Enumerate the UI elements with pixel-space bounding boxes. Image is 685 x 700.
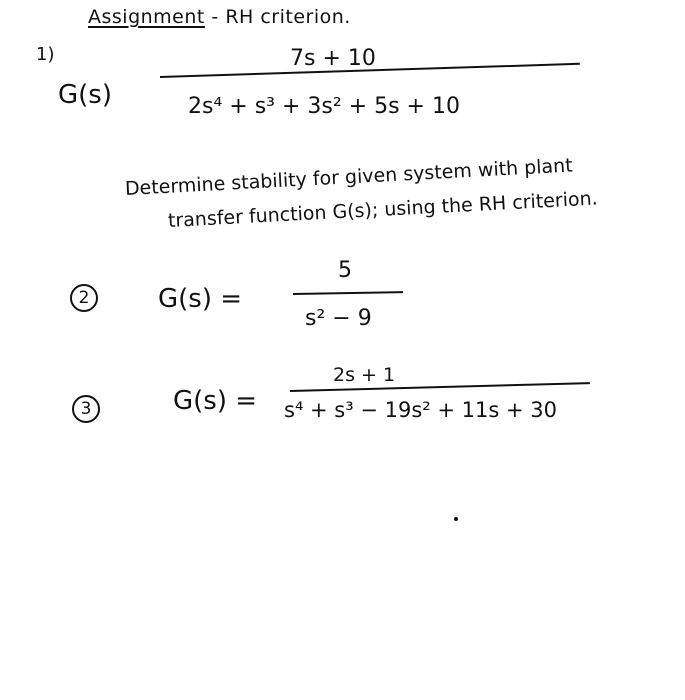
stray-ink-dot: [454, 517, 458, 521]
instruction-line-1: Determine stability for given system with plant: [124, 154, 574, 200]
problem-3-numerator: 2s + 1: [333, 364, 396, 386]
problem-2-fraction-bar: [293, 291, 403, 295]
problem-2-number-circle: [70, 284, 98, 312]
problem-2-number: 2: [78, 288, 90, 308]
problem-2-numerator: 5: [338, 258, 352, 283]
problem-3-number: 3: [80, 399, 92, 419]
problem-3-label: G(s) =: [173, 386, 258, 416]
problem-1-number: 1): [36, 44, 55, 65]
problem-1-label: G(s): [58, 80, 112, 110]
problem-2-denominator: s² − 9: [305, 306, 372, 331]
problem-1-numerator: 7s + 10: [290, 46, 376, 71]
instruction-line-2: transfer function G(s); using the RH criterion.: [167, 187, 599, 232]
assignment-title-rest: - RH criterion.: [211, 6, 351, 28]
assignment-title: [88, 6, 351, 28]
problem-1-denominator: 2s⁴ + s³ + 3s² + 5s + 10: [188, 94, 460, 119]
problem-3-number-circle: [72, 395, 100, 423]
assignment-title-underlined: Assignment: [88, 6, 205, 28]
problem-2-label: G(s) =: [158, 284, 243, 314]
problem-3-denominator: s⁴ + s³ − 19s² + 11s + 30: [284, 398, 557, 422]
